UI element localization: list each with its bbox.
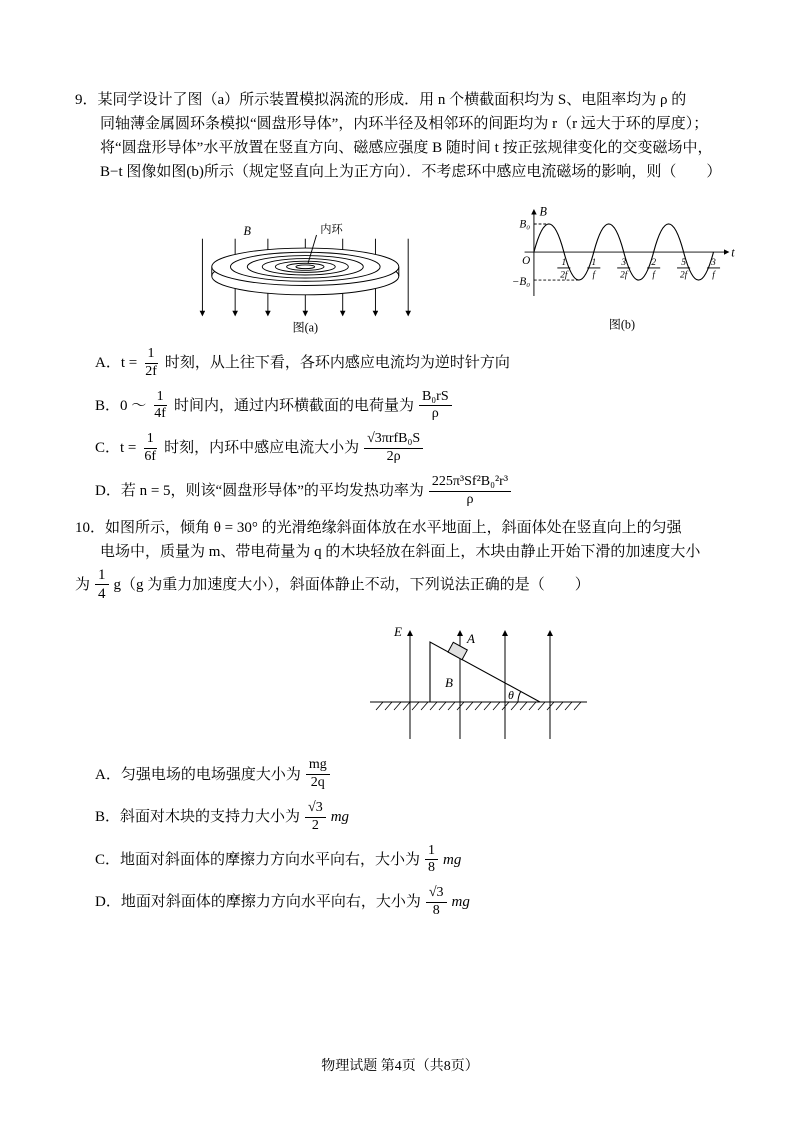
e-field-label: E <box>394 624 402 640</box>
q10-figure-wrap <box>355 617 595 749</box>
fraction: $\frac{1}{2f}$ <box>145 346 157 379</box>
q10-text-line-2: 电场中，质量为 m、带电荷量为 q 的木块轻放在斜面上，木块由静止开始下滑的加速度大小 <box>100 544 701 561</box>
svg-text:5: 5 <box>681 258 687 269</box>
figure-incline <box>355 617 595 749</box>
fraction: $\frac{√3}{8}$ <box>426 885 447 920</box>
q9-figures <box>165 196 740 338</box>
q10-options <box>75 757 740 919</box>
figure-a-caption: 图(a) <box>292 320 319 335</box>
q9-option-a: A．t = $\frac{1}{2f}$ 时刻，从上往下看，各环内感应电流均为逆时针方向 <box>95 346 510 379</box>
q9-text-line-1: 9．某同学设计了图（a）所示装置模拟涡流的形成．用 n 个横截面积均为 S、电阻率均为 ρ 的 <box>75 92 687 108</box>
q9-option-b-text: B．0 ～ <box>95 397 147 414</box>
svg-text:2f: 2f <box>620 270 628 281</box>
q10-option-c-text: C．地面对斜面体的摩擦力方向水平向右，大小为 <box>95 851 421 868</box>
block-a-label: A <box>467 631 475 647</box>
amp-pos-label: B₀ <box>519 218 531 231</box>
q9-text-line-3: 将“圆盘形导体”水平放置在竖直方向、磁感应强度 B 随时间 t 按正弦规律变化的交变磁场中， <box>100 140 713 156</box>
field-lines-up <box>410 631 550 739</box>
question-10 <box>75 516 740 919</box>
q9-option-c: C．t = $\frac{1}{6f}$ 时刻，内环中感应电流大小为 $\frac{\text{√3πrfB₀S}}{2\rho}$ <box>95 431 740 466</box>
q9-option-d <box>95 474 740 509</box>
q10-text-line-3: 为 $\frac{1}{4}$ g（g 为重力加速度大小），斜面体静止不动，下列说法正确的是（ ） <box>75 567 590 603</box>
page-footer: 物理试题 第4页（共8页） <box>321 1059 479 1074</box>
angle-arc <box>518 692 521 703</box>
q10-option-a-text: A．匀强电场的电场强度大小为 <box>95 766 301 783</box>
q9-option-a-text: A．t = <box>95 355 138 372</box>
fraction: $\frac{1}{8}$ <box>425 843 438 878</box>
svg-text:f: f <box>652 270 656 281</box>
incline-b-label: B <box>445 675 453 691</box>
block-a <box>448 643 467 660</box>
fraction: $\frac{1}{4}$ <box>95 566 109 603</box>
figure-b-caption: 图(b) <box>609 317 636 332</box>
svg-text:3: 3 <box>711 258 717 269</box>
svg-text:2f: 2f <box>560 270 568 281</box>
svg-text:2: 2 <box>651 258 657 269</box>
q10-option-d: D．地面对斜面体的摩擦力方向水平向右，大小为 $\frac{√3}{8}$ mg <box>95 885 470 918</box>
figure-a-eddy-device <box>165 218 464 338</box>
q9-text-line-4: B−t 图像如图(b)所示（规定竖直向上为正方向）．不考虑环中感应电流磁场的影响，则（ ） <box>100 164 722 180</box>
q10-option-a <box>95 757 740 792</box>
q10-text-line-1: 10．如图所示，倾角 θ = 30° 的光滑绝缘斜面体放在水平地面上，斜面体处在竖直向上的匀强 <box>75 520 682 537</box>
ring-disk <box>212 248 399 295</box>
svg-text:3: 3 <box>621 258 627 269</box>
svg-text:f: f <box>712 270 716 281</box>
fraction: $\frac{\text{B₀rS}}{\rho}$ <box>419 389 452 424</box>
incline-body <box>430 642 540 702</box>
question-9 <box>75 88 740 508</box>
fraction: $\frac{1}{6f}$ <box>144 431 157 464</box>
svg-text:2f: 2f <box>680 270 688 281</box>
q10-option-d-text: D．地面对斜面体的摩擦力方向水平向右，大小为 <box>95 894 421 911</box>
q10-option-c: C．地面对斜面体的摩擦力方向水平向右，大小为 $\frac{1}{8}$ mg <box>95 842 462 876</box>
fraction: $\frac{1}{4f}$ <box>154 388 166 422</box>
figure-b-sine-graph <box>504 196 740 338</box>
q10-option-b-text: B．斜面对木块的支持力大小为 <box>95 809 301 826</box>
x-axis-label: t <box>731 245 735 260</box>
fraction: $\frac{\text{√3πrfB₀S}}{2\rho}$ <box>364 431 423 466</box>
fraction: $\frac{\text{225π³Sf²B₀²r³}}{\rho}$ <box>429 474 511 509</box>
inner-ring-label: 内环 <box>320 224 343 237</box>
theta-label: θ <box>508 688 514 703</box>
q9-option-d-text: D．若 n = 5，则该“圆盘形导体”的平均发热功率为 <box>95 483 424 500</box>
svg-text:f: f <box>592 270 596 281</box>
svg-text:1: 1 <box>561 258 567 269</box>
y-axis-label: B <box>539 204 548 219</box>
amp-neg-label: −B₀ <box>512 275 531 288</box>
b-field-label: B <box>243 223 251 238</box>
fraction: $\frac{mg}{2q}$ <box>306 757 330 792</box>
q9-option-b: B．0 ～ $\frac{1}{4f}$ 时间内，通过内环横截面的电荷量为 $\frac{\text{B₀rS}}{\rho}$ <box>95 389 740 424</box>
tick-labels <box>558 258 721 280</box>
svg-text:1: 1 <box>591 258 597 269</box>
origin-label: O <box>522 255 531 268</box>
q9-option-c-text: C．t = <box>95 440 137 457</box>
q9-options <box>75 346 740 508</box>
q9-text-line-2: 同轴薄金属圆环条模拟“圆盘形导体”，内环半径及相邻环的间距均为 r（r 远大于环的厚度）； <box>100 116 709 132</box>
q10-option-b: B．斜面对木块的支持力大小为 $\frac{√3}{2}$ mg <box>95 799 350 833</box>
fraction: $\frac{√3}{2}$ <box>305 800 326 835</box>
